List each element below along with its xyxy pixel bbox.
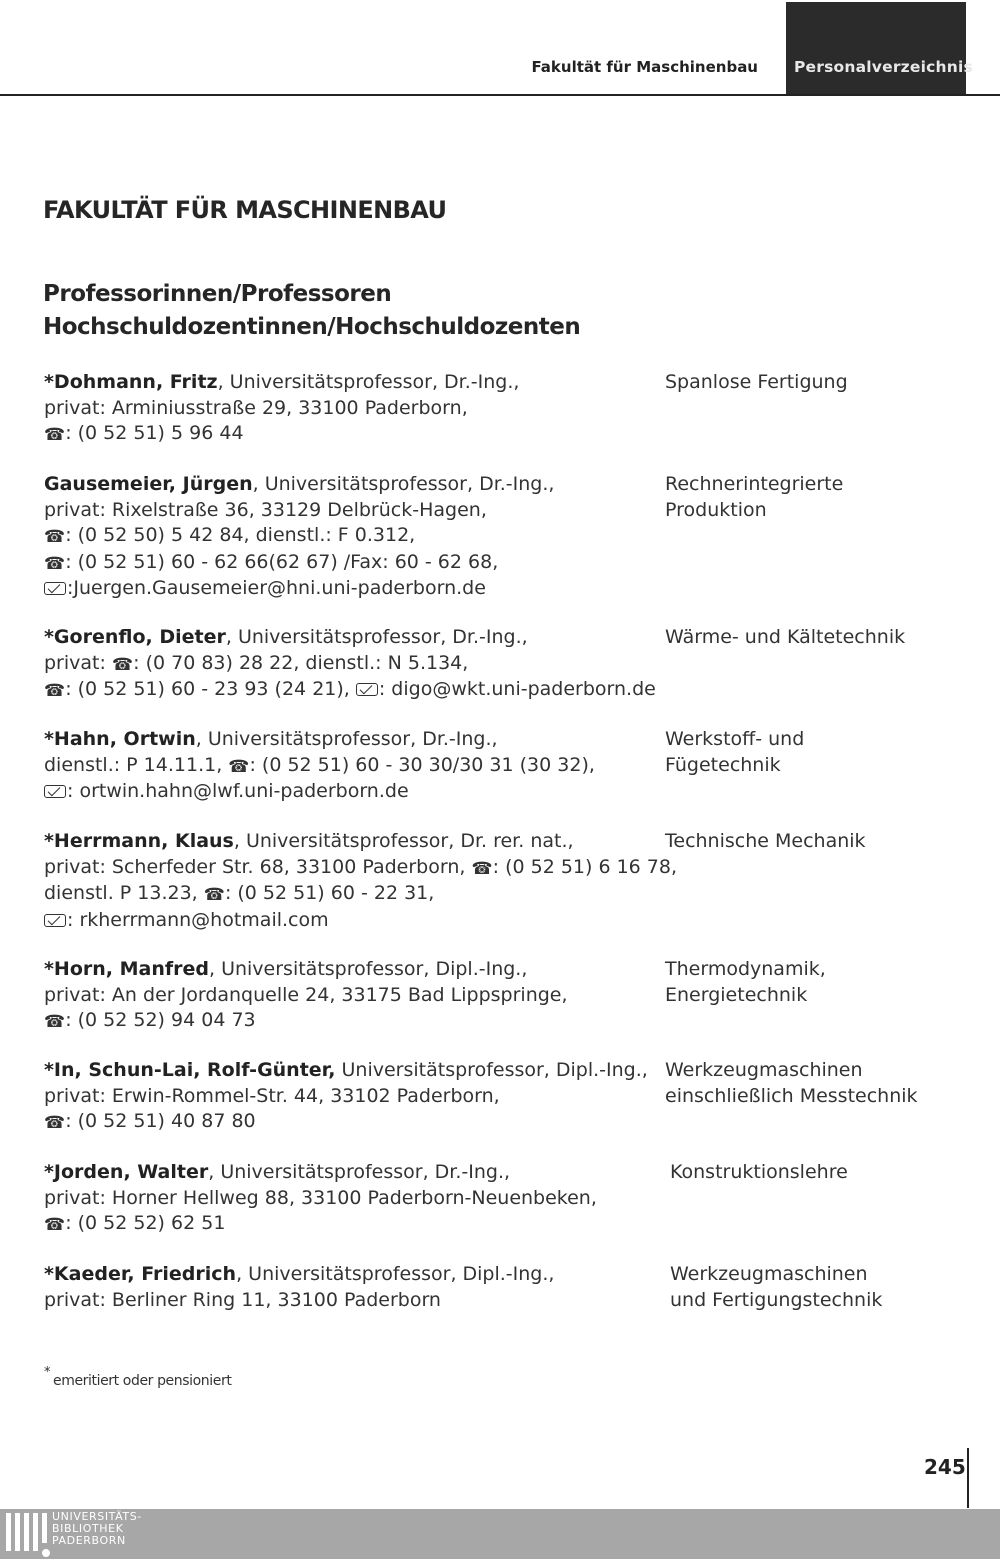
person-name: *Jorden, Walter: [44, 1161, 209, 1183]
address-line: privat: Horner Hellweg 88, 33100 Paderborn-Neuenbeken,: [44, 1186, 597, 1209]
person-title: , Universitätsprofessor, Dr.-Ing.,: [252, 473, 555, 495]
person-name: *Gorenflo, Dieter: [44, 626, 226, 648]
email-icon: [44, 785, 66, 798]
person-name: *Horn, Manfred: [44, 958, 209, 980]
entry-horn: [44, 957, 994, 1035]
email-icon: [356, 683, 378, 696]
entry-gorenflo: [44, 625, 994, 704]
subject-line: Konstruktionslehre: [670, 1161, 848, 1183]
phone-icon: ☎: [203, 885, 225, 905]
library-name-line: PADERBORN: [52, 1534, 126, 1547]
library-name-line: BIBLIOTHEK: [52, 1522, 124, 1535]
office-line: dienstl.: P 14.11.1,: [44, 753, 229, 776]
phone-icon: ☎: [44, 1113, 66, 1133]
page-number-rule: [967, 1448, 969, 1508]
entry-in: [44, 1058, 994, 1136]
person-title: , Universitätsprofessor, Dr. rer. nat.,: [233, 830, 574, 852]
person-title: , Universitätsprofessor, Dr.-Ing.,: [225, 626, 528, 648]
subject-area: [665, 472, 843, 523]
person-name: Gausemeier, Jürgen: [44, 473, 253, 495]
person-title: , Universitätsprofessor, Dr.-Ing.,: [195, 728, 498, 750]
subject-area: [665, 1058, 918, 1109]
phone-line: : (0 52 51) 5 96 44: [65, 422, 244, 444]
person-title: Universitätsprofessor, Dipl.-Ing.,: [335, 1059, 648, 1081]
address-line: privat: Rixelstraße 36, 33129 Delbrück-Hagen,: [44, 498, 487, 521]
phone-line: : (0 52 52) 62 51: [65, 1212, 226, 1234]
person-title: , Universitätsprofessor, Dipl.-Ing.,: [209, 958, 528, 980]
phone-line: : (0 52 51) 60 - 30 30/30 31 (30 32),: [249, 753, 595, 776]
phone-icon: ☎: [44, 553, 66, 574]
person-name: *Kaeder, Friedrich: [44, 1263, 237, 1285]
subject-area: [670, 1262, 882, 1313]
section-tab: [786, 2, 973, 94]
person-name: *Herrmann, Klaus: [44, 830, 234, 852]
email-line[interactable]: :Juergen.Gausemeier@hni.uni-paderborn.de: [67, 577, 486, 599]
subheading-professors: Professorinnen/Professoren: [43, 281, 392, 307]
phone-line: : (0 52 51) 60 - 22 31,: [224, 882, 435, 904]
subject-line: Werkzeugmaschinen: [670, 1263, 868, 1285]
subject-area: [670, 1160, 848, 1186]
subject-line: und Fertigungstechnik: [670, 1288, 883, 1311]
subject-area: [665, 370, 848, 396]
address-line: privat: Berliner Ring 11, 33100 Paderborn: [44, 1288, 441, 1311]
person-name: *Hahn, Ortwin: [44, 728, 196, 750]
email-line[interactable]: : digo@wkt.uni-paderborn.de: [378, 678, 656, 700]
subject-line: Werkzeugmaschinen: [665, 1059, 863, 1081]
email-icon: [44, 914, 66, 927]
subject-line: Produktion: [665, 498, 767, 521]
subject-line: einschließlich Messtechnik: [665, 1084, 918, 1107]
subject-line: Thermodynamik,: [665, 958, 826, 980]
phone-icon: ☎: [44, 527, 66, 547]
subheading-lecturers: Hochschuldozentinnen/Hochschuldozenten: [43, 314, 581, 340]
library-name-line: UNIVERSITÄTS-: [52, 1510, 142, 1523]
subject-line: Werkstoff- und: [665, 728, 805, 750]
subject-area: [665, 829, 866, 855]
address-line: privat: Scherfeder Str. 68, 33100 Paderborn,: [44, 855, 472, 878]
page-number: 245: [924, 1455, 966, 1479]
entry-dohmann: [44, 370, 994, 448]
entry-jorden: [44, 1160, 994, 1238]
header-rule: [0, 94, 1000, 96]
subject-line: Spanlose Fertigung: [665, 371, 848, 393]
phone-line: : (0 52 52) 94 04 73: [65, 1009, 256, 1031]
subject-line: Energietechnik: [665, 983, 808, 1006]
phone-icon: ☎: [471, 858, 493, 879]
office-line: dienstl. P 13.23,: [44, 882, 204, 904]
phone-icon: ☎: [111, 654, 134, 675]
library-name: [52, 1511, 142, 1547]
person-name: *Dohmann, Fritz: [44, 371, 218, 393]
address-line: privat: Arminiusstraße 29, 33100 Paderborn,: [44, 396, 468, 419]
phone-icon: ☎: [44, 1215, 66, 1235]
subject-line: Wärme- und Kältetechnik: [665, 626, 906, 648]
entry-herrmann: [44, 829, 994, 933]
subject-line: Fügetechnik: [665, 753, 781, 776]
address-line: privat:: [44, 651, 112, 674]
phone-icon: ☎: [44, 1012, 66, 1032]
section-tab-label: Personalverzeichnis: [794, 58, 973, 76]
subject-area: [665, 625, 905, 651]
address-line: privat: An der Jordanquelle 24, 33175 Bad Lippspringe,: [44, 983, 568, 1006]
email-line[interactable]: : rkherrmann@hotmail.com: [67, 908, 329, 931]
library-footer: [0, 1509, 1000, 1559]
page-title: FAKULTÄT FÜR MASCHINENBAU: [43, 196, 447, 224]
email-icon: [44, 582, 66, 595]
person-title: , Universitätsprofessor, Dr.-Ing.,: [217, 371, 520, 393]
person-title: , Universitätsprofessor, Dipl.-Ing.,: [236, 1263, 555, 1285]
subject-line: Technische Mechanik: [665, 830, 866, 852]
footnote: emeritiert oder pensioniert: [53, 1373, 232, 1389]
header-faculty: Fakultät für Maschinenbau: [531, 58, 758, 76]
phone-line: : (0 52 50) 5 42 84, dienstl.: F 0.312,: [65, 524, 416, 546]
phone-line: : (0 52 51) 60 - 23 93 (24 21),: [65, 678, 356, 700]
address-line: privat: Erwin-Rommel-Str. 44, 33102 Paderborn,: [44, 1084, 500, 1107]
phone-line: : (0 52 51) 60 - 62 66(62 67) /Fax: 60 - 62 68,: [65, 550, 499, 573]
subject-line: Rechnerintegrierte: [665, 473, 844, 495]
person-name: *In, Schun-Lai, Rolf-Günter,: [44, 1059, 336, 1081]
phone-line: : (0 52 51) 6 16 78,: [492, 855, 678, 878]
entry-gausemeier: [44, 472, 994, 602]
subject-area: [665, 727, 804, 778]
entry-kaeder: [44, 1262, 994, 1313]
footnote-marker: *: [44, 1365, 51, 1380]
phone-line: : (0 52 51) 40 87 80: [65, 1110, 256, 1132]
email-line[interactable]: : ortwin.hahn@lwf.uni-paderborn.de: [67, 780, 409, 802]
entry-hahn: [44, 727, 994, 805]
phone-icon: ☎: [228, 756, 250, 777]
phone-icon: ☎: [44, 425, 66, 445]
phone-icon: ☎: [44, 681, 66, 701]
subject-area: [665, 957, 826, 1008]
person-title: , Universitätsprofessor, Dr.-Ing.,: [208, 1161, 511, 1183]
phone-line: : (0 70 83) 28 22, dienstl.: N 5.134,: [133, 651, 469, 674]
